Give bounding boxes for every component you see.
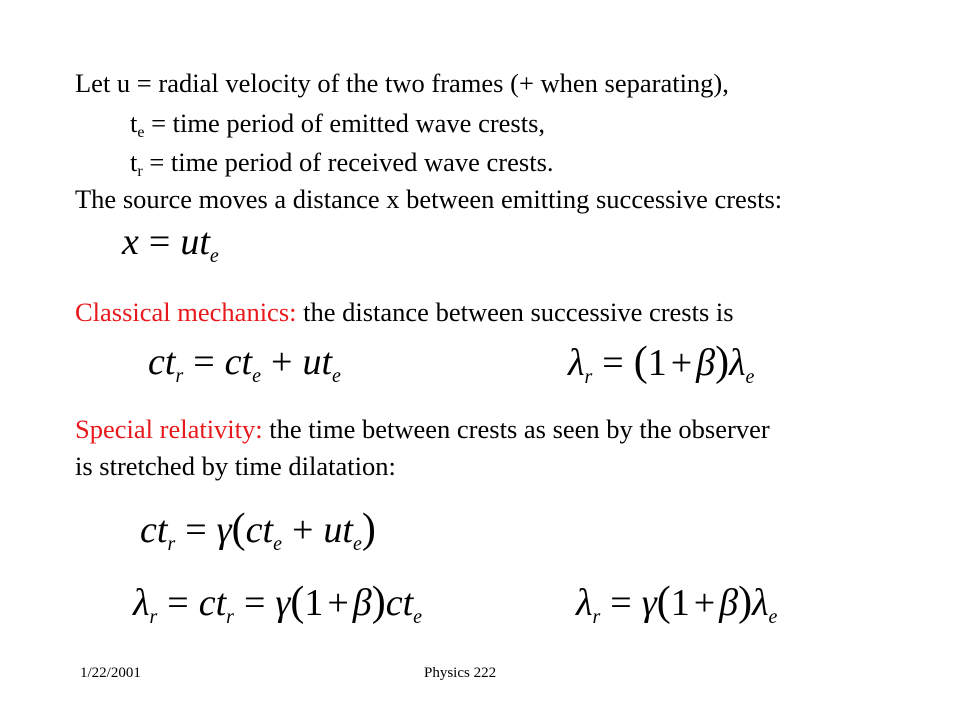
definition-tr: $t_r$ = time period of received wave crests. [130,147,554,180]
footer-course: Physics 222 [424,665,497,681]
classical-mechanics-text: Classical mechanics: the distance between successive crests is [75,297,734,327]
equation-classical-ctr: $ct_r = ct_e + ut_e$ [148,341,341,387]
equation-classical-lambda: $\lambda_r = (1 + \beta)\lambda_e$ [568,339,755,388]
definition-te: $t_e$ = time period of emitted wave crests, [130,108,546,141]
special-relativity-text: Special relativity: the time between crests as seen by the observer [75,414,770,444]
equation-sr-lambda: $\lambda_r = \gamma(1 + \beta)\lambda_e$ [576,579,778,628]
source-distance-text: The source moves a distance x between emitting successive crests: [75,184,783,214]
special-relativity-label: Special relativity: [75,414,263,444]
equation-sr-lambda-ct: $\lambda_r = ct_r = \gamma(1 + \beta)ct_e$ [133,579,423,628]
footer-date: 1/22/2001 [80,665,141,681]
classical-label: Classical mechanics: [75,297,297,327]
definition-u-text: Let u = radial velocity of the two frames (+ when separating), [75,68,729,98]
equation-sr-ctr: $ct_r = \gamma(ct_e + ut_e)$ [140,506,376,555]
definition-u [75,67,729,99]
time-dilatation-text: is stretched by time dilatation: [75,451,396,481]
equation-x-ute: $x = ut_e$ [122,221,219,267]
